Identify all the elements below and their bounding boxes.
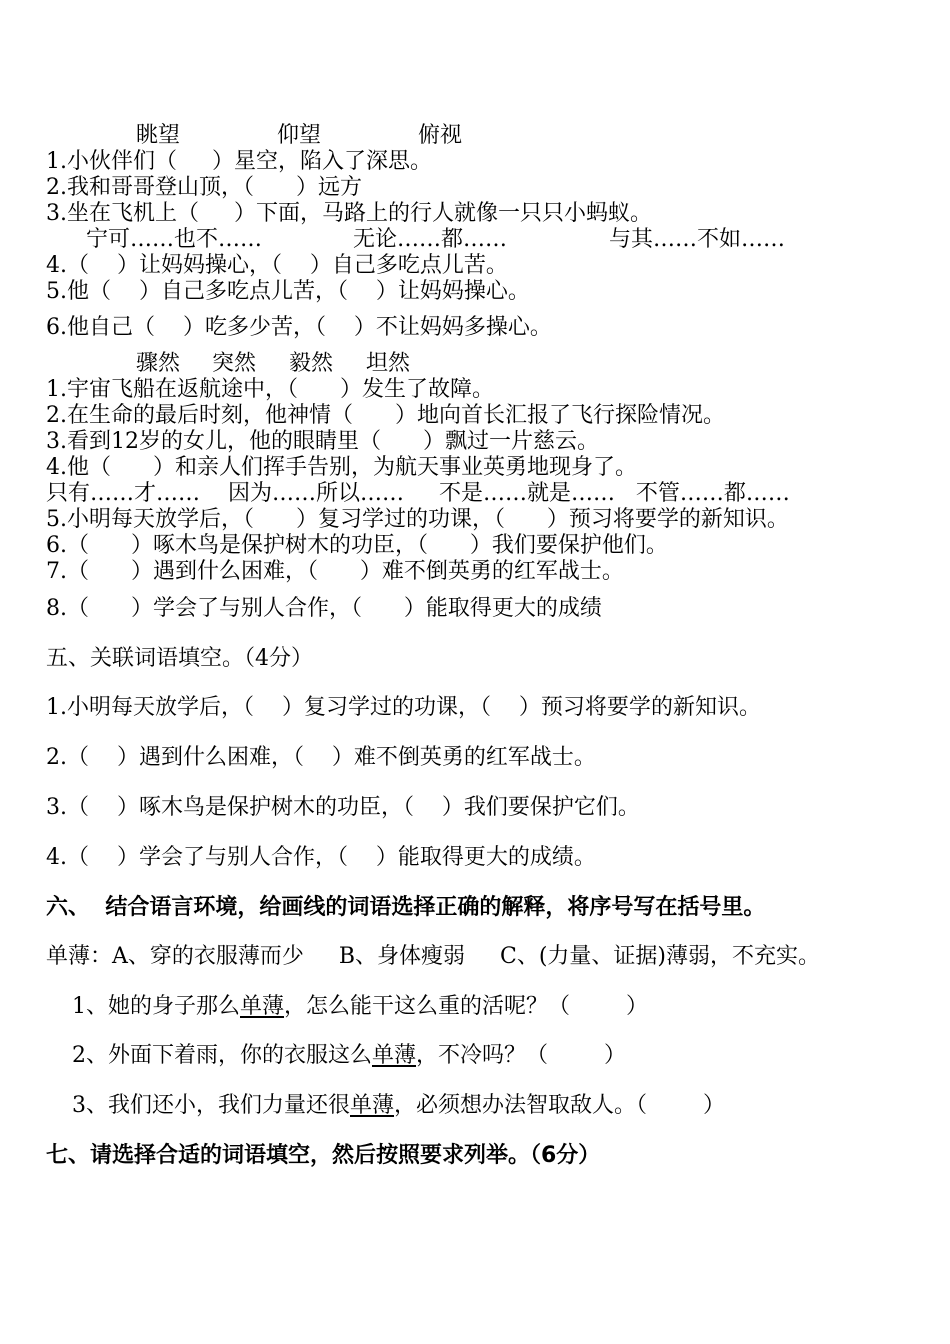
item-post: ，不冷吗？（ ）	[416, 1043, 626, 1068]
exercise-item: 1.宇宙飞船在返航途中，（ ）发生了故障。	[46, 377, 494, 402]
word-option: 宁可……也不……	[86, 227, 263, 252]
exercise-item: 3.看到12岁的女儿，他的眼睛里（ ）飘过一片慈云。	[46, 429, 599, 454]
word-option: 无论……都……	[353, 227, 508, 252]
word-option: 仰望	[277, 123, 322, 148]
word-option: 骤然	[136, 351, 181, 376]
exercise-item: 3.坐在飞机上（ ）下面，马路上的行人就像一只只小蚂蚁。	[46, 201, 652, 226]
exercise-item: 5.小明每天放学后，（ ）复习学过的功课，（ ）预习将要学的新知识。	[46, 507, 789, 532]
exercise-item: 2.（ ）遇到什么困难，（ ）难不倒英勇的红军战士。	[46, 745, 596, 770]
word-option: 毅然	[289, 351, 334, 376]
exercise-item: 5.他（ ）自己多吃点儿苦，（ ）让妈妈操心。	[46, 279, 530, 304]
word-options-line: 只有……才…… 因为……所以…… 不是……就是…… 不管……都……	[46, 481, 790, 506]
exercise-item: 4.（ ）让妈妈操心，（ ）自己多吃点儿苦。	[46, 253, 508, 278]
exercise-item: 4.（ ）学会了与别人合作，（ ）能取得更大的成绩。	[46, 845, 596, 870]
exercise-item: 2.我和哥哥登山顶，（ ）远方	[46, 175, 362, 200]
word-option: 突然	[212, 351, 257, 376]
item-post: ，怎么能干这么重的活呢？（ ）	[284, 994, 648, 1019]
word-option: 坦然	[366, 351, 411, 376]
exercise-item: 3.（ ）啄木鸟是保护树木的功臣，（ ）我们要保护它们。	[46, 795, 640, 820]
section-heading: 五、关联词语填空。（4分）	[46, 646, 313, 671]
word-option: 眺望	[136, 123, 181, 148]
exercise-item	[72, 1093, 725, 1119]
exercise-item	[72, 994, 648, 1020]
exercise-item: 7.（ ）遇到什么困难，（ ）难不倒英勇的红军战士。	[46, 559, 624, 584]
section-heading: 六、 结合语言环境，给画线的词语选择正确的解释，将序号写在括号里。	[46, 895, 766, 920]
exercise-item: 8.（ ）学会了与别人合作，（ ）能取得更大的成绩	[46, 596, 602, 621]
exercise-item: 6.他自己（ ）吃多少苦，（ ）不让妈妈多操心。	[46, 315, 552, 340]
word-option: 俯视	[418, 123, 463, 148]
word-option: 与其……不如……	[609, 227, 786, 252]
exercise-item: 6.（ ）啄木鸟是保护树木的功臣，（ ）我们要保护他们。	[46, 533, 668, 558]
item-pre: 3、我们还小，我们力量还很	[72, 1093, 350, 1118]
exercise-item: 4.他（ ）和亲人们挥手告别，为航天事业英勇地现身了。	[46, 455, 637, 480]
exercise-item: 1.小伙伴们（ ）星空，陷入了深思。	[46, 149, 432, 174]
underlined-word: 单薄	[350, 1093, 395, 1118]
item-pre: 1、她的身子那么	[72, 994, 240, 1019]
exercise-item: 2.在生命的最后时刻，他神情（ ）地向首长汇报了飞行探险情况。	[46, 403, 725, 428]
underlined-word: 单薄	[372, 1043, 417, 1068]
section-heading: 七、请选择合适的词语填空，然后按照要求列举。（6分）	[46, 1143, 601, 1168]
underlined-word: 单薄	[240, 994, 285, 1019]
exercise-item: 1.小明每天放学后，（ ）复习学过的功课，（ ）预习将要学的新知识。	[46, 695, 761, 720]
item-pre: 2、外面下着雨，你的衣服这么	[72, 1043, 372, 1068]
definition-line: 单薄：A、穿的衣服薄而少 B、身体瘦弱 C、(力量、证据)薄弱，不充实。	[46, 944, 820, 969]
exercise-item	[72, 1043, 626, 1069]
item-post: ，必须想办法智取敌人。（ ）	[394, 1093, 725, 1118]
